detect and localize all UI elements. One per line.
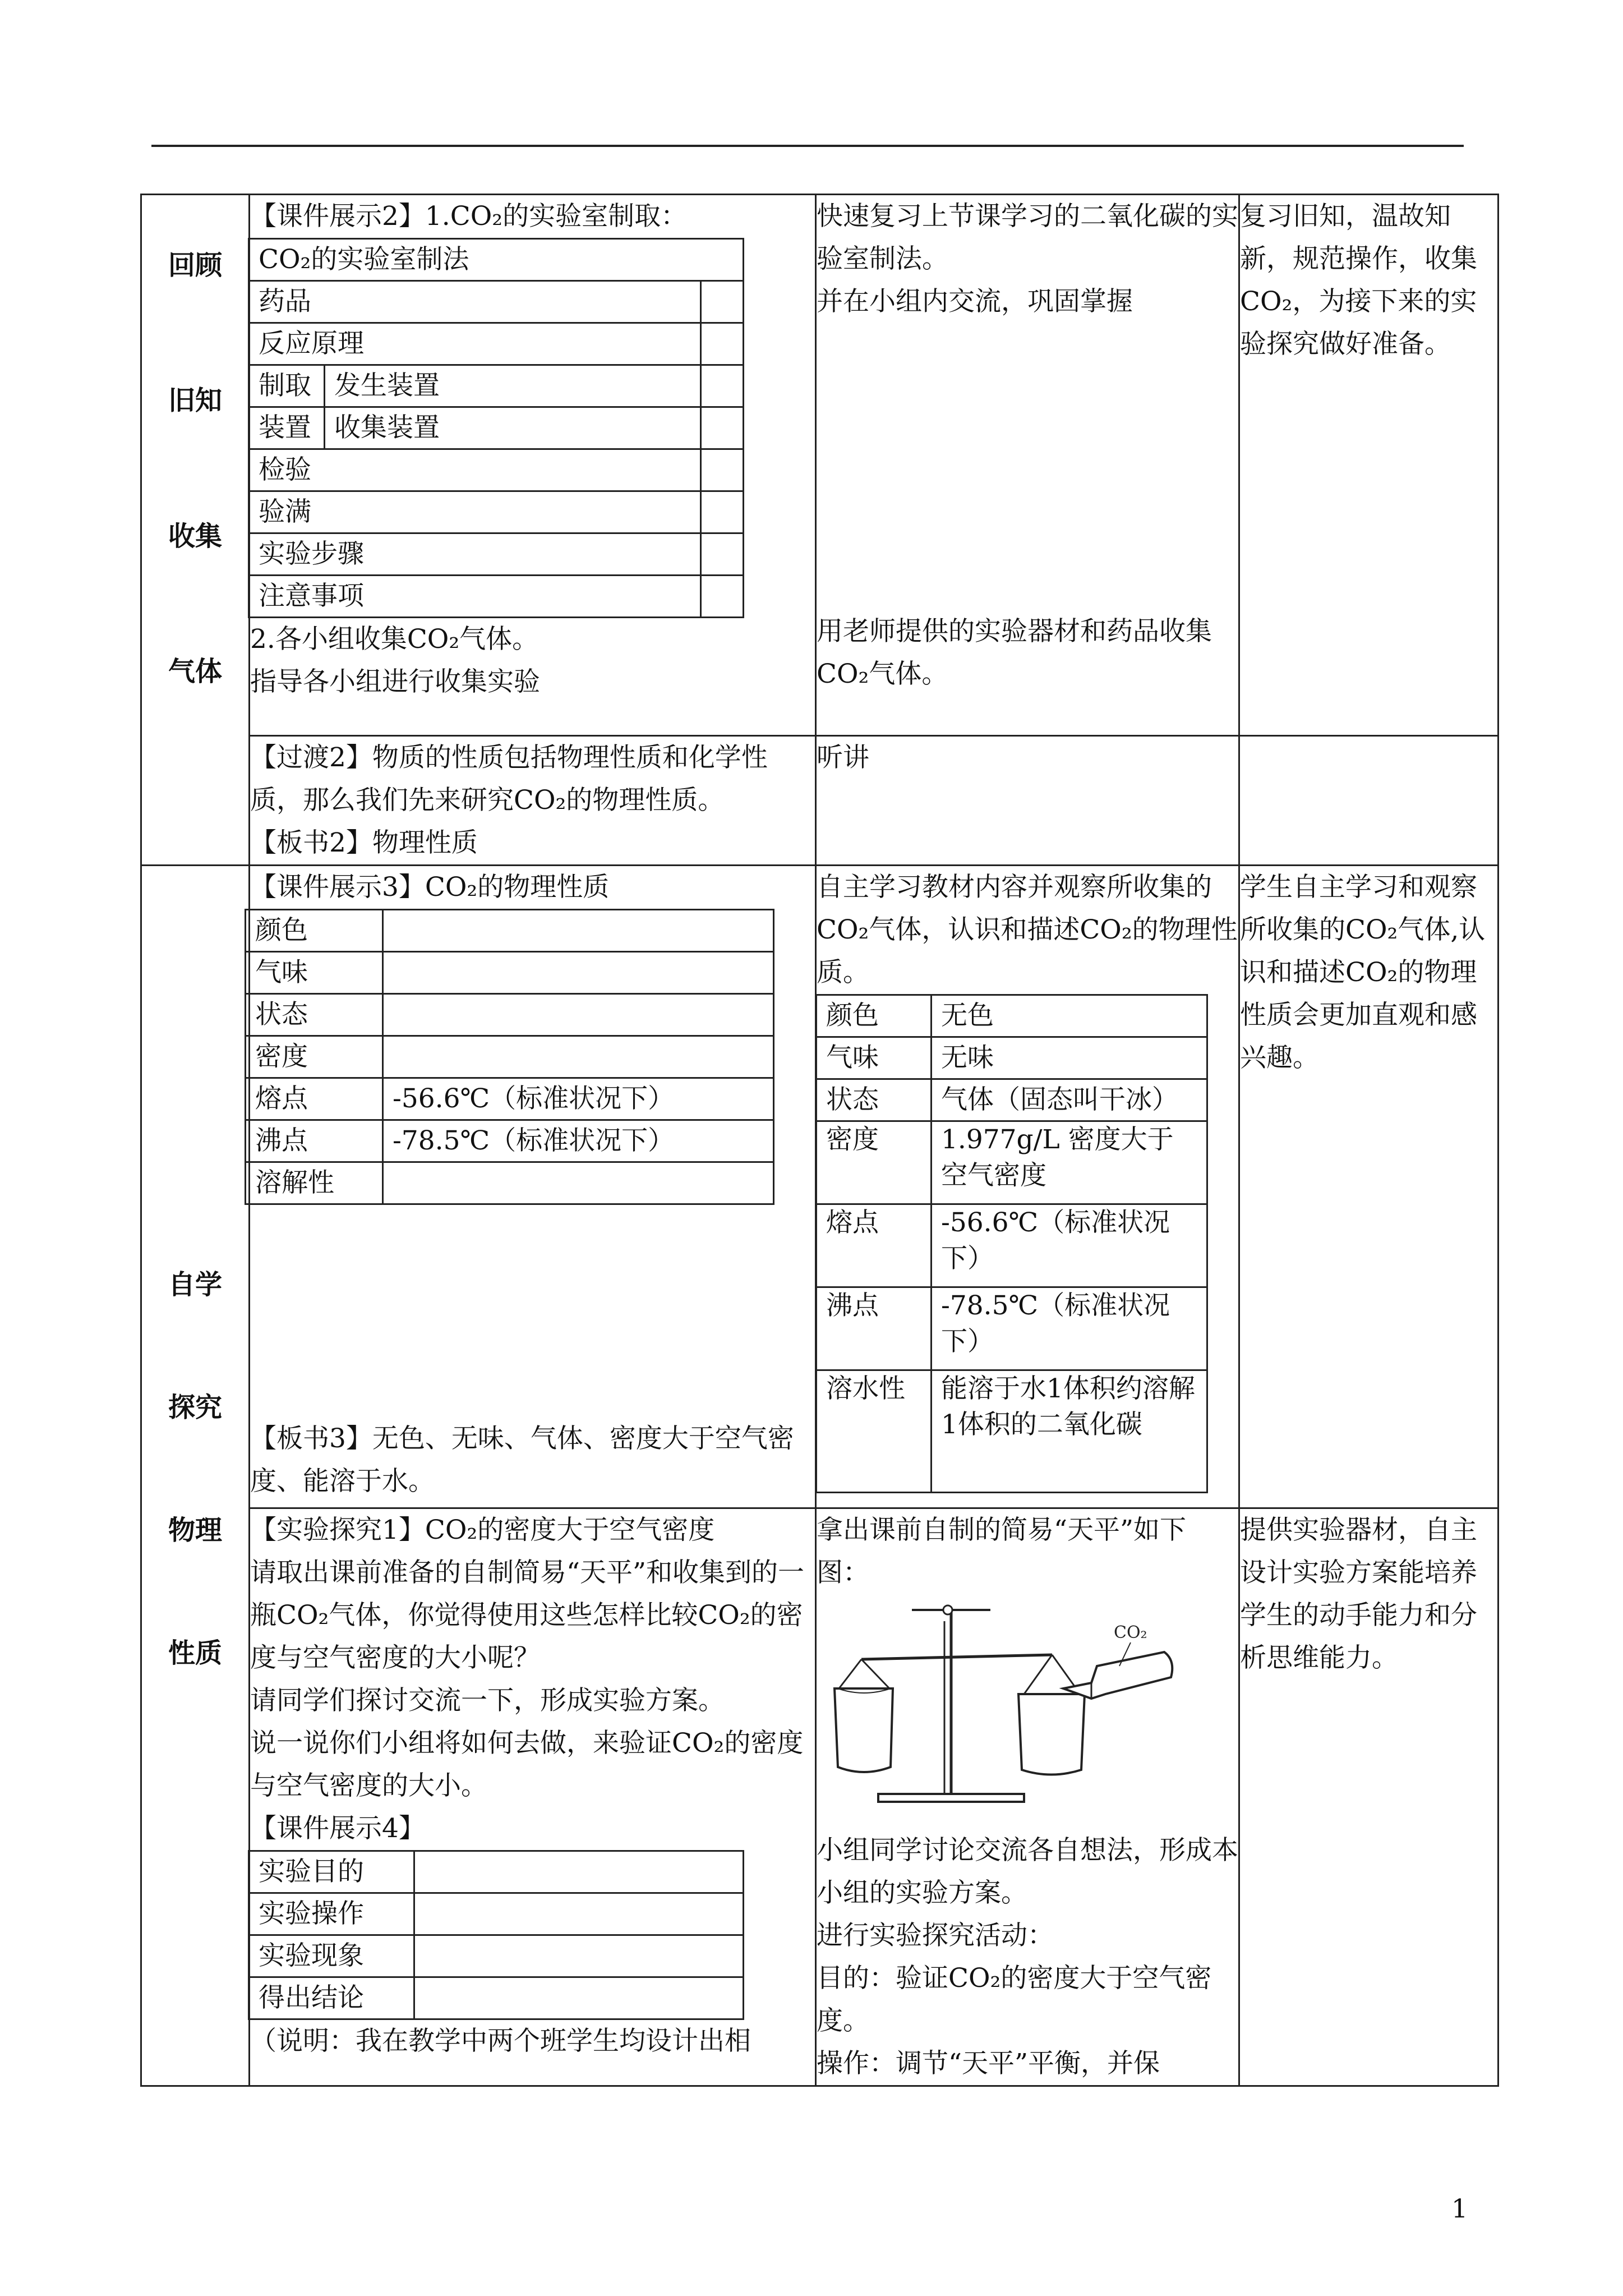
section-label: 自学 <box>168 1269 222 1300</box>
student-activity-cell <box>816 736 1239 866</box>
row-value: 无味 <box>932 1037 1207 1079</box>
row-label: 颜色 <box>246 910 383 952</box>
blank-cell <box>383 994 774 1036</box>
row-label: 制取 <box>249 365 325 407</box>
row-label: 溶水性 <box>817 1370 932 1493</box>
row-label: 反应原理 <box>249 323 701 365</box>
student-text: 进行实验探究活动： <box>817 1920 1054 1951</box>
row-label: 溶解性 <box>246 1162 383 1204</box>
student-text: 用老师提供的实验器材和药品收集CO₂气体。 <box>817 616 1212 689</box>
section-label: 收集 <box>168 520 222 552</box>
row-label: 颜色 <box>817 995 932 1037</box>
co2-lab-prep-table <box>248 238 744 618</box>
row-label: 装置 <box>249 407 325 449</box>
row-label: 注意事项 <box>249 576 701 618</box>
row-label: 实验现象 <box>249 1935 414 1977</box>
section-label: 回顾 <box>168 250 222 282</box>
row-value: 气体（固态叫干冰） <box>932 1079 1207 1121</box>
task-text: 2.各小组收集CO₂气体。 <box>250 624 539 655</box>
row-label: 实验操作 <box>249 1893 414 1935</box>
lesson-table <box>140 194 1499 2087</box>
row-label: 实验步骤 <box>249 533 701 576</box>
design-intent-cell <box>1239 1508 1498 2086</box>
co2-answers-table <box>815 994 1208 1493</box>
experiment-table <box>248 1850 744 2020</box>
section-label: 物理 <box>168 1515 222 1546</box>
student-text: 听讲 <box>817 742 869 773</box>
blank-cell <box>701 365 744 407</box>
blank-cell <box>383 1036 774 1078</box>
row-label: 气味 <box>246 952 383 994</box>
blank-cell <box>701 576 744 618</box>
blank-cell <box>701 407 744 449</box>
row-label: 状态 <box>246 994 383 1036</box>
slide-title: 【课件展示3】CO₂的物理性质 <box>250 872 610 903</box>
row-label: 验满 <box>249 491 701 533</box>
blank-cell <box>414 1851 744 1893</box>
blank-cell <box>383 1162 774 1204</box>
blank-cell <box>383 952 774 994</box>
student-activity-cell <box>816 195 1239 736</box>
teacher-activity-cell <box>250 736 816 866</box>
design-intent-cell <box>1239 195 1498 736</box>
row-label: 熔点 <box>246 1078 383 1120</box>
row-label: 药品 <box>249 281 701 323</box>
student-text: 并在小组内交流，巩固掌握 <box>817 286 1133 317</box>
student-text: 操作：调节“天平”平衡，并保 <box>817 2048 1160 2079</box>
teacher-activity-cell <box>250 195 816 736</box>
slide-title: 【课件展示2】1.CO₂的实验室制取： <box>250 201 688 232</box>
row-value: 能溶于水1体积约溶解1体积的二氧化碳 <box>932 1370 1207 1493</box>
row-label: 得出结论 <box>249 1977 414 2019</box>
section-review-collect <box>141 195 250 866</box>
blank-cell <box>701 449 744 491</box>
student-text: 拿出课前自制的简易“天平”如下图： <box>817 1515 1187 1588</box>
row-label: 密度 <box>817 1121 932 1204</box>
blank-cell <box>701 533 744 576</box>
row-label: 检验 <box>249 449 701 491</box>
row-value: -56.6℃（标准状况下） <box>383 1078 774 1120</box>
section-label: 探究 <box>168 1392 222 1423</box>
slide-title: 【实验探究1】CO₂的密度大于空气密度 <box>250 1515 715 1545</box>
blank-cell <box>414 1893 744 1935</box>
teacher-activity-cell <box>250 866 816 1508</box>
row-label: 密度 <box>246 1036 383 1078</box>
table-caption: CO₂的实验室制法 <box>249 239 744 281</box>
blank-cell <box>701 281 744 323</box>
row-value: -56.6℃（标准状况下） <box>932 1204 1207 1287</box>
board-text: 【板书3】无色、无味、气体、密度大于空气密度、能溶于水。 <box>250 1423 794 1497</box>
balance-figure <box>828 1599 1175 1812</box>
task-text: 指导各小组进行收集实验 <box>250 666 540 697</box>
row-label: 熔点 <box>817 1204 932 1287</box>
blank-cell <box>383 910 774 952</box>
student-activity-cell <box>816 866 1239 1508</box>
teacher-text: 请取出课前准备的自制简易“天平”和收集到的一瓶CO₂气体，你觉得使用这些怎样比较CO₂的密度与空气密度的大小呢？ <box>250 1557 805 1673</box>
row-label: 发生装置 <box>325 365 701 407</box>
blank-cell <box>701 491 744 533</box>
row-value: -78.5℃（标准状况下） <box>383 1120 774 1162</box>
student-text: 自主学习教材内容并观察所收集的CO₂气体，认识和描述CO₂的物理性质。 <box>817 872 1238 988</box>
row-label: 沸点 <box>817 1287 932 1370</box>
blank-cell <box>414 1977 744 2019</box>
teacher-text: 说一说你们小组将如何去做，来验证CO₂的密度与空气密度的大小。 <box>250 1728 804 1801</box>
row-label: 气味 <box>817 1037 932 1079</box>
teacher-activity-cell <box>250 1508 816 2086</box>
teacher-text: 【板书2】物理性质 <box>250 827 478 858</box>
design-intent-cell <box>1239 866 1498 1508</box>
student-activity-cell <box>816 1508 1239 2086</box>
intent-text: 复习旧知，温故知新，规范操作，收集CO₂，为接下来的实验探究做好准备。 <box>1240 201 1477 360</box>
co2-properties-table <box>245 909 774 1205</box>
design-intent-cell <box>1239 736 1498 866</box>
teacher-text: 请同学们探讨交流一下，形成实验方案。 <box>250 1685 725 1716</box>
page-number: 1 <box>1451 2193 1468 2224</box>
intent-text: 提供实验器材，自主设计实验方案能培养学生的动手能力和分析思维能力。 <box>1240 1515 1477 1673</box>
header-rule <box>151 145 1464 147</box>
blank-cell <box>414 1935 744 1977</box>
section-label: 性质 <box>168 1637 222 1669</box>
row-value: 无色 <box>932 995 1207 1037</box>
row-label: 实验目的 <box>249 1851 414 1893</box>
student-text: 快速复习上节课学习的二氧化碳的实验室制法。 <box>817 201 1238 274</box>
blank-cell <box>701 323 744 365</box>
section-label: 旧知 <box>168 385 222 417</box>
figure-label: CO₂ <box>1114 1623 1147 1642</box>
student-text: 小组同学讨论交流各自想法，形成本小组的实验方案。 <box>817 1835 1238 1908</box>
row-value: 1.977g/L 密度大于空气密度 <box>932 1121 1207 1204</box>
section-label: 气体 <box>168 655 222 687</box>
note-text: （说明：我在教学中两个班学生均设计出相 <box>250 2026 751 2056</box>
intent-text: 学生自主学习和观察所收集的CO₂气体,认识和描述CO₂的物理性质会更加直观和感兴趣。 <box>1240 872 1486 1073</box>
slide-title: 【课件展示4】 <box>250 1813 425 1844</box>
section-physics <box>141 866 250 2086</box>
student-text: 目的：验证CO₂的密度大于空气密度。 <box>817 1963 1212 2036</box>
row-label: 收集装置 <box>325 407 701 449</box>
row-value: -78.5℃（标准状况下） <box>932 1287 1207 1370</box>
row-label: 状态 <box>817 1079 932 1121</box>
row-label: 沸点 <box>246 1120 383 1162</box>
teacher-text: 【过渡2】物质的性质包括物理性质和化学性质，那么我们先来研究CO₂的物理性质。 <box>250 742 768 816</box>
